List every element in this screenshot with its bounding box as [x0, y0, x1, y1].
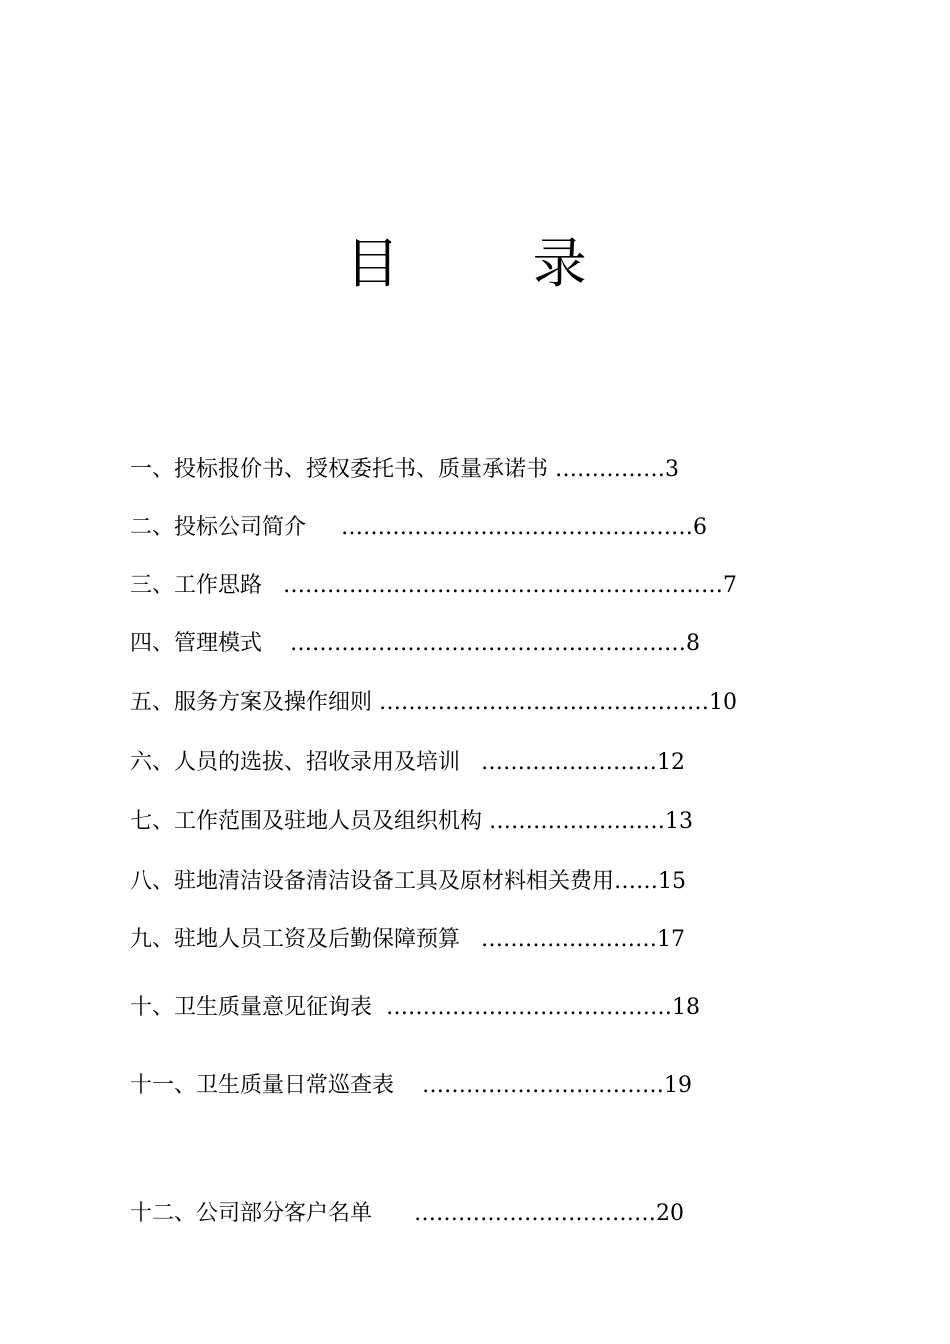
toc-entry-page: 7	[723, 573, 737, 598]
toc-entry[interactable]	[116, 483, 707, 543]
toc-entry-label: 三、工作思路	[130, 573, 263, 598]
toc-entry-leader: ……………………	[460, 927, 657, 952]
toc-entry-leader: ……………………	[482, 809, 666, 834]
toc-entry-leader: ……………………………………………………	[262, 573, 723, 598]
toc-entry[interactable]	[116, 963, 700, 1023]
toc-entry-label: 八、驻地清洁设备清洁设备工具及原材料相关费用	[130, 869, 615, 894]
toc-entry-page: 19	[664, 1073, 692, 1098]
toc-entry-leader: …………………………………………	[306, 515, 693, 540]
toc-entry-label: 十、卫生质量意见征询表	[130, 995, 373, 1020]
toc-entry-page: 3	[665, 457, 680, 482]
toc-entry-label: 十二、公司部分客户名单	[130, 1201, 373, 1226]
toc-entry-leader: ………………………………………………	[262, 631, 686, 656]
toc-entry[interactable]	[116, 599, 700, 659]
toc-entry[interactable]	[116, 718, 685, 778]
toc-entry-label: 二、投标公司简介	[130, 515, 307, 540]
toc-entry-page: 8	[686, 631, 700, 656]
toc-entry-leader: ……	[614, 869, 659, 894]
toc-entry-page: 20	[655, 1201, 684, 1226]
toc-entry-label: 七、工作范围及驻地人员及组织机构	[130, 809, 483, 834]
toc-entry[interactable]	[116, 658, 737, 718]
toc-entry-page: 10	[709, 690, 738, 715]
toc-entry-page: 12	[657, 750, 685, 775]
toc-entry-leader: ………………………………………	[372, 690, 710, 715]
toc-entry-leader: ……………	[548, 457, 666, 482]
toc-entry-label: 一、投标报价书、授权委托书、质量承诺书	[130, 457, 549, 482]
page-title: 目 录	[345, 232, 645, 295]
toc-entry-page: 6	[692, 515, 707, 540]
toc-entry[interactable]	[116, 1041, 692, 1101]
toc-entry-page: 17	[657, 927, 685, 952]
toc-entry-page: 13	[665, 809, 694, 834]
toc-entry-page: 18	[672, 995, 701, 1020]
toc-entry[interactable]	[116, 895, 685, 955]
toc-entry-label: 十一、卫生质量日常巡查表	[130, 1073, 395, 1098]
toc-entry[interactable]	[116, 837, 686, 897]
toc-entry-label: 五、服务方案及操作细则	[130, 690, 373, 715]
toc-entry-leader: …………………………………	[372, 995, 673, 1020]
toc-entry[interactable]	[116, 777, 693, 837]
toc-entry-page: 15	[658, 869, 687, 894]
toc-entry-leader: ……………………………	[394, 1073, 664, 1098]
toc-entry-label: 四、管理模式	[130, 631, 263, 656]
toc-entry-label: 九、驻地人员工资及后勤保障预算	[130, 927, 461, 952]
toc-entry[interactable]	[116, 541, 737, 601]
toc-entry[interactable]	[116, 1169, 684, 1229]
toc-entry-leader: ……………………………	[372, 1201, 656, 1226]
toc-entry-label: 六、人员的选拔、招收录用及培训	[130, 750, 461, 775]
toc-entry[interactable]	[116, 425, 679, 485]
toc-entry-leader: ……………………	[460, 750, 657, 775]
